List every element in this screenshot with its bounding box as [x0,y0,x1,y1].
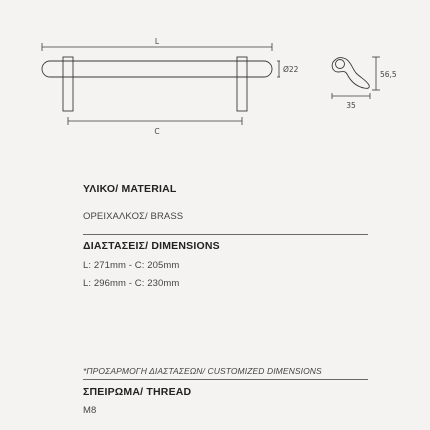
handle-profile-view [332,58,369,89]
diameter-label: Ø22 [283,65,299,74]
divider [83,379,368,380]
width-label: 35 [346,101,356,110]
customized-dimensions-note: *ΠΡΟΣΑΡΜΟΓΗ ΔΙΑΣΤΑΣΕΩΝ/ CUSTOMIZED DIMENSIONS [83,366,322,376]
divider [83,234,368,235]
dimension-option: L: 271mm - C: 205mm [83,260,180,271]
material-value: ΟΡΕΙΧΑΛΚΟΣ/ BRASS [83,211,184,222]
dimension-option: L: 296mm - C: 230mm [83,278,180,289]
height-label: 56,5 [380,70,397,79]
centers-dimension [68,117,242,136]
material-heading: ΥΛΙΚΟ/ MATERIAL [83,183,177,195]
diameter-dimension [277,61,299,77]
length-label: L [154,37,160,46]
handle-side-view [42,57,272,111]
dimensions-heading: ΔΙΑΣΤΑΣΕΙΣ/ DIMENSIONS [83,240,220,252]
height-dimension [372,57,397,90]
thread-heading: ΣΠΕΙΡΩΜΑ/ THREAD [83,386,192,398]
technical-drawing [0,0,430,140]
thread-value: M8 [83,405,97,416]
centers-label: C [154,127,160,136]
length-dimension [42,37,272,51]
width-dimension [332,93,370,110]
